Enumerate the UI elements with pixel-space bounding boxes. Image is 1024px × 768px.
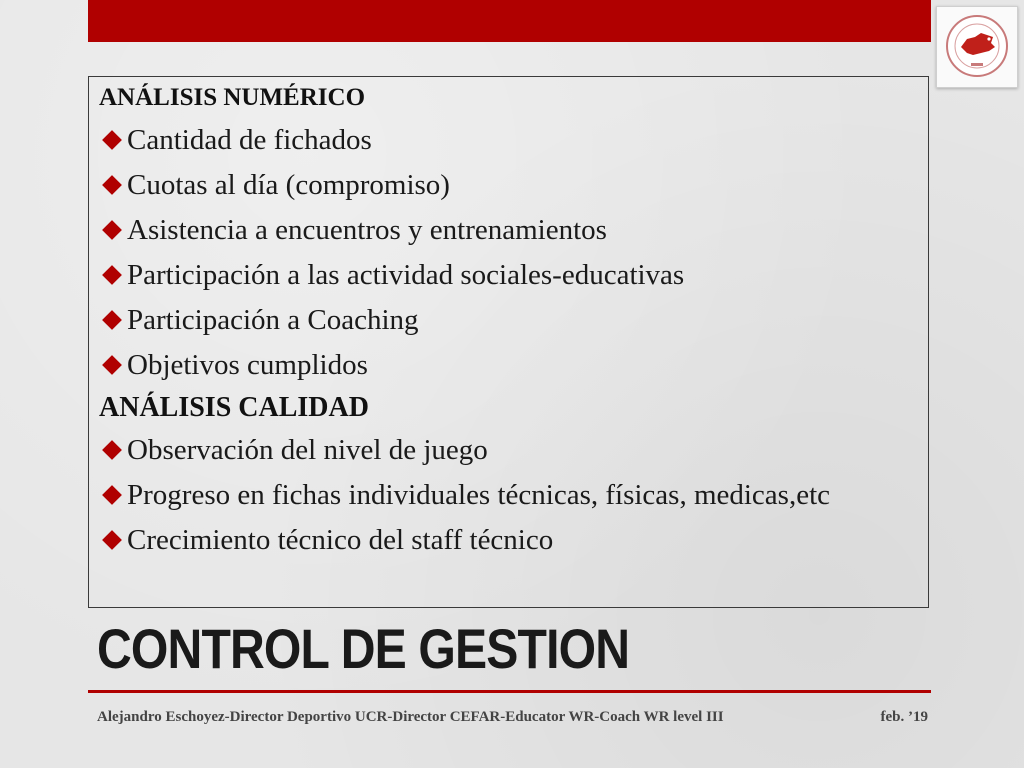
diamond-bullet-icon <box>102 310 122 330</box>
diamond-bullet-icon <box>102 130 122 150</box>
diamond-bullet-icon <box>102 440 122 460</box>
list-item <box>99 349 918 381</box>
list-item-text: Observación del nivel de juego <box>127 433 488 466</box>
list-item <box>99 479 918 511</box>
section-heading-quality: ANÁLISIS CALIDAD <box>99 391 369 423</box>
club-logo <box>936 6 1018 88</box>
list-item-text: Objetivos cumplidos <box>127 348 368 381</box>
title-underline <box>88 690 931 693</box>
list-item <box>99 214 918 246</box>
list-item <box>99 304 918 336</box>
diamond-bullet-icon <box>102 175 122 195</box>
list-item <box>99 434 918 466</box>
list-item-text: Crecimiento técnico del staff técnico <box>127 523 554 556</box>
diamond-bullet-icon <box>102 265 122 285</box>
list-item <box>99 259 918 291</box>
diamond-bullet-icon <box>102 220 122 240</box>
numeric-list <box>99 124 918 381</box>
list-item <box>99 124 918 156</box>
diamond-bullet-icon <box>102 485 122 505</box>
list-item <box>99 169 918 201</box>
slide-title: CONTROL DE GESTION <box>97 617 630 680</box>
quality-list <box>99 434 918 556</box>
footer-author: Alejandro Eschoyez-Director Deportivo UCR-Director CEFAR-Educator WR-Coach WR level III <box>97 709 724 725</box>
diamond-bullet-icon <box>102 530 122 550</box>
list-item-text: Participación a Coaching <box>127 303 419 336</box>
footer-date: feb. ’19 <box>880 709 928 725</box>
top-accent-bar <box>88 0 931 42</box>
list-item-text: Cantidad de fichados <box>127 124 372 156</box>
list-item-text: Progreso en fichas individuales técnicas, físicas, medicas,etc <box>127 478 831 511</box>
list-item-text: Participación a las actividad sociales-educativas <box>127 258 685 291</box>
list-item-text: Asistencia a encuentros y entrenamientos <box>127 213 607 246</box>
content-box <box>88 76 929 608</box>
diamond-bullet-icon <box>102 355 122 375</box>
section-heading-numeric: ANÁLISIS NUMÉRICO <box>99 84 366 111</box>
list-item <box>99 524 918 556</box>
list-item-text: Cuotas al día (compromiso) <box>127 168 450 201</box>
club-crest-icon <box>945 13 1009 79</box>
